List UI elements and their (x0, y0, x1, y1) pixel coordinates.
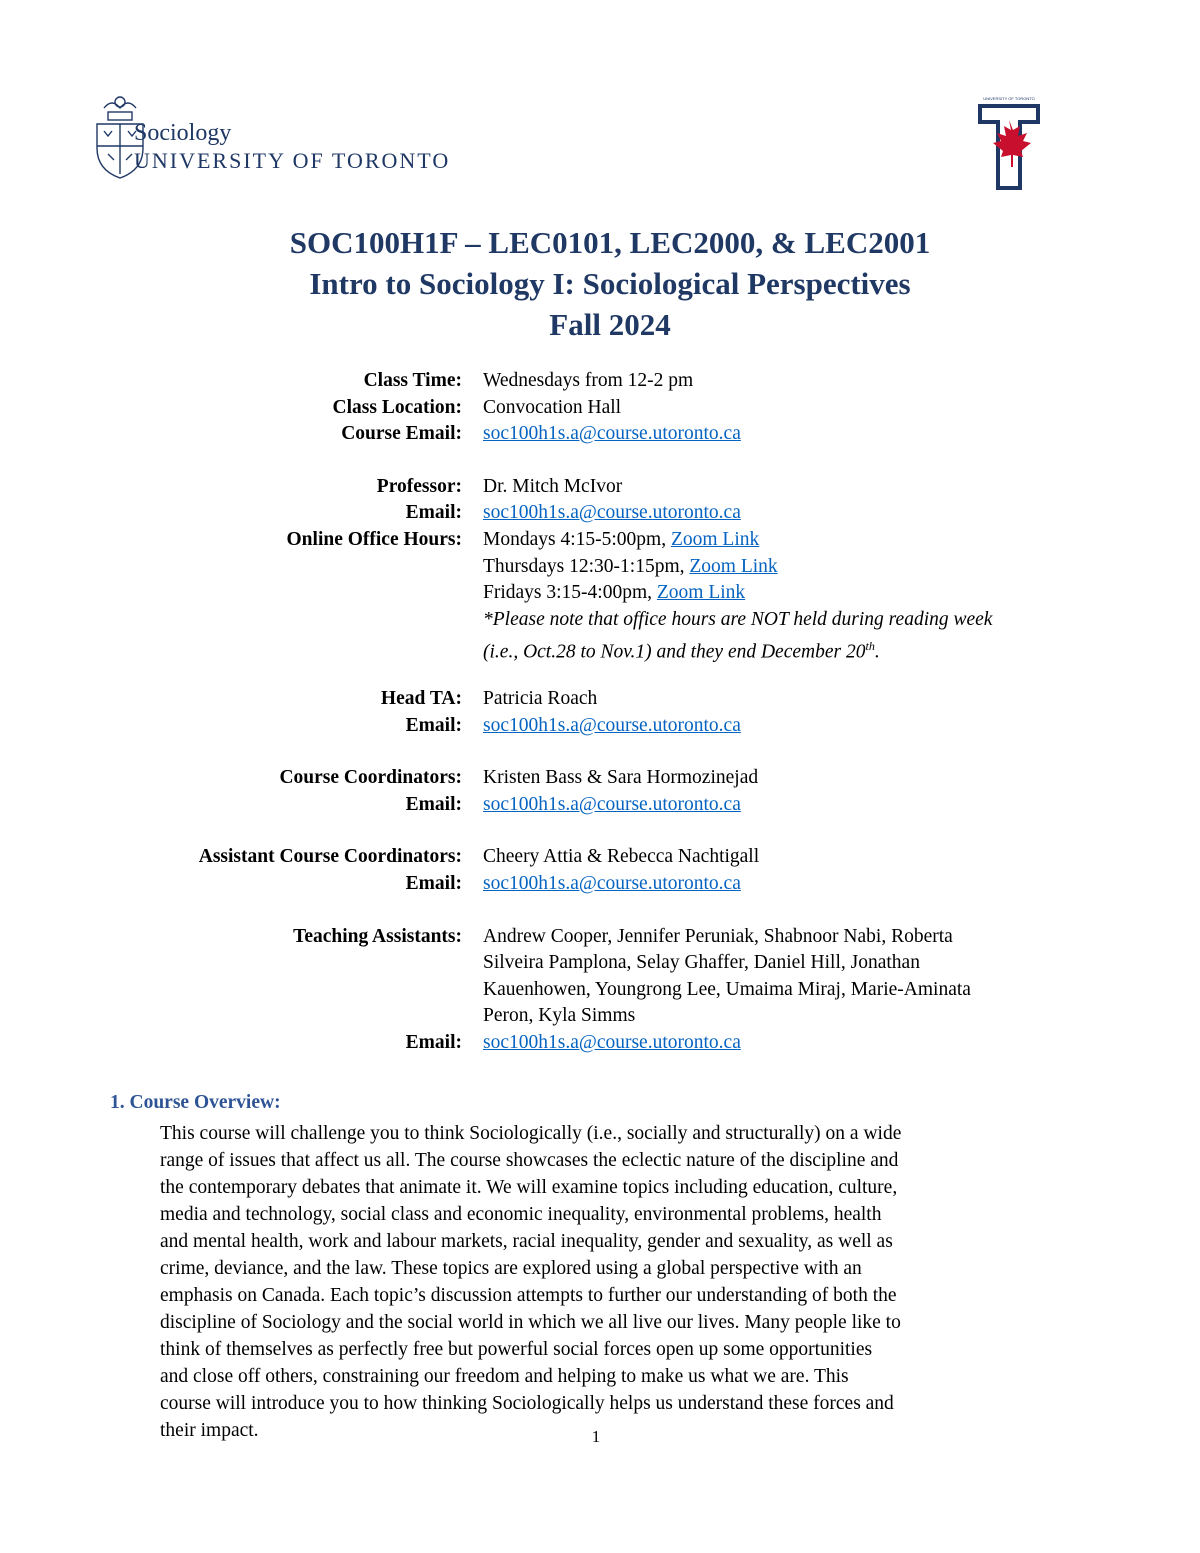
tas-row-4 (0, 1003, 1200, 1030)
tas-line-4: Peron, Kyla Simms (483, 1005, 636, 1027)
coordinators-label: Course Coordinators: (279, 767, 462, 789)
course-code-title: SOC100H1F – LEC0101, LEC2000, & LEC2001 (289, 225, 931, 260)
maple-leaf-icon (976, 102, 1042, 192)
head-ta-name: Patricia Roach (483, 687, 598, 709)
class-location-label: Class Location: (332, 396, 462, 418)
office-hours-thursday-row (0, 554, 1200, 581)
course-overview-body (160, 1120, 1060, 1444)
logo-university-text: UNIVERSITY OF TORONTO (134, 148, 451, 173)
overview-line: think of themselves as perfectly free but powerful social forces open up some opportunities (160, 1339, 873, 1360)
overview-line: the contemporary debates that animate it. We will examine topics including education, culture, (160, 1177, 898, 1198)
head-ta-email-link[interactable]: soc100h1s.a@course.utoronto.ca (483, 714, 741, 736)
zoom-link-monday[interactable]: Zoom Link (670, 528, 760, 550)
tas-email-label: Email: (405, 1031, 462, 1053)
varsity-t-logo (976, 96, 1042, 190)
head-ta-email-row (0, 713, 1200, 740)
professor-email-label: Email: (405, 502, 462, 524)
office-hours-note-2: (i.e., Oct.28 to Nov.1) and they end December 20 (483, 641, 866, 663)
office-hours-note-end: . (874, 641, 880, 663)
office-hours-row (0, 527, 1200, 554)
class-location-value: Convocation Hall (483, 396, 622, 418)
assistant-coordinators-label: Assistant Course Coordinators: (198, 846, 462, 868)
professor-row (0, 474, 1200, 501)
logo-dept-text: Sociology (134, 120, 232, 146)
assistant-coordinators-names: Cheery Attia & Rebecca Nachtigall (483, 846, 760, 868)
course-overview-heading: 1. Course Overview: (110, 1092, 281, 1113)
professor-name: Dr. Mitch McIvor (483, 475, 623, 497)
professor-email-link[interactable]: soc100h1s.a@course.utoronto.ca (483, 502, 741, 524)
tas-row-3 (0, 977, 1200, 1004)
assistant-coordinators-email-link[interactable]: soc100h1s.a@course.utoronto.ca (483, 872, 741, 894)
uoft-sociology-logo (92, 94, 472, 186)
course-title-block (0, 222, 1200, 345)
course-email-link[interactable]: soc100h1s.a@course.utoronto.ca (483, 423, 741, 445)
overview-line: range of issues that affect us all. The course showcases the eclectic nature of the discipline and (160, 1150, 899, 1171)
coordinators-names: Kristen Bass & Sara Hormozinejad (483, 767, 759, 789)
head-ta-email-label: Email: (405, 714, 462, 736)
overview-line: This course will challenge you to think Sociologically (i.e., socially and structurally) on a wide (160, 1123, 902, 1144)
overview-line: crime, deviance, and the law. These topics are explored using a global perspective with an (160, 1258, 862, 1279)
office-hours-note-sup: th (865, 639, 875, 654)
tas-line-3: Kauenhowen, Youngrong Lee, Umaima Miraj, Marie-Aminata (483, 978, 971, 1000)
office-hours-note-1: *Please note that office hours are NOT held during reading week (483, 608, 993, 630)
overview-line: and close off others, constraining our freedom and helping to make us what we are. This (160, 1366, 849, 1387)
class-time-value: Wednesdays from 12-2 pm (483, 370, 694, 391)
office-hours-thursday: Thursdays 12:30-1:15pm, (483, 555, 690, 577)
class-location-row (0, 395, 1200, 422)
head-ta-row (0, 686, 1200, 713)
overview-line: media and technology, social class and economic inequality, environmental problems, health (160, 1204, 882, 1225)
overview-line: their impact. (160, 1420, 259, 1441)
page-number: 1 (591, 1427, 601, 1446)
tas-row-2 (0, 950, 1200, 977)
coordinators-email-link[interactable]: soc100h1s.a@course.utoronto.ca (483, 793, 741, 815)
office-hours-friday: Fridays 3:15-4:00pm, (483, 582, 657, 604)
course-name-title: Intro to Sociology I: Sociological Perspectives (309, 266, 911, 301)
coordinators-row (0, 765, 1200, 792)
coordinators-email-label: Email: (405, 793, 462, 815)
professor-email-row (0, 500, 1200, 527)
logo-caption: UNIVERSITY OF TORONTO (983, 96, 1035, 101)
class-time-row (0, 368, 1200, 395)
office-hours-label: Online Office Hours: (286, 528, 462, 550)
overview-line: and mental health, work and labour markets, racial inequality, gender and sexuality, as well as (160, 1231, 893, 1252)
tas-line-2: Silveira Pamplona, Selay Ghaffer, Daniel Hill, Jonathan (483, 952, 920, 974)
office-hours-monday: Mondays 4:15-5:00pm, (483, 528, 671, 550)
office-hours-note-row-1 (0, 607, 1200, 634)
tas-row-1 (0, 924, 1200, 951)
course-email-label: Course Email: (341, 423, 462, 445)
zoom-link-friday[interactable]: Zoom Link (656, 582, 746, 604)
course-email-row (0, 421, 1200, 448)
tas-email-link[interactable]: soc100h1s.a@course.utoronto.ca (483, 1031, 741, 1053)
tas-line-1: Andrew Cooper, Jennifer Peruniak, Shabnoor Nabi, Roberta (483, 925, 953, 947)
assistant-coordinators-row (0, 844, 1200, 871)
head-ta-label: Head TA: (380, 687, 462, 709)
coordinators-email-row (0, 792, 1200, 819)
assistant-coordinators-email-row (0, 871, 1200, 898)
assistant-coordinators-email-label: Email: (405, 872, 462, 894)
zoom-link-thursday[interactable]: Zoom Link (689, 555, 778, 577)
professor-label: Professor: (376, 475, 462, 497)
course-info (0, 368, 1200, 1056)
overview-line: emphasis on Canada. Each topic’s discussion attempts to further our understanding of both the (160, 1285, 897, 1306)
office-hours-friday-row (0, 580, 1200, 607)
class-time-label: Class Time: (363, 370, 462, 391)
overview-line: discipline of Sociology and the social world in which we all live our lives. Many people like to (160, 1312, 901, 1333)
overview-line: course will introduce you to how thinking Sociologically helps us understand these forces and (160, 1393, 894, 1414)
term-title: Fall 2024 (549, 307, 671, 342)
tas-email-row (0, 1030, 1200, 1057)
office-hours-note-row-2 (0, 633, 1200, 663)
tas-label: Teaching Assistants: (293, 925, 462, 947)
